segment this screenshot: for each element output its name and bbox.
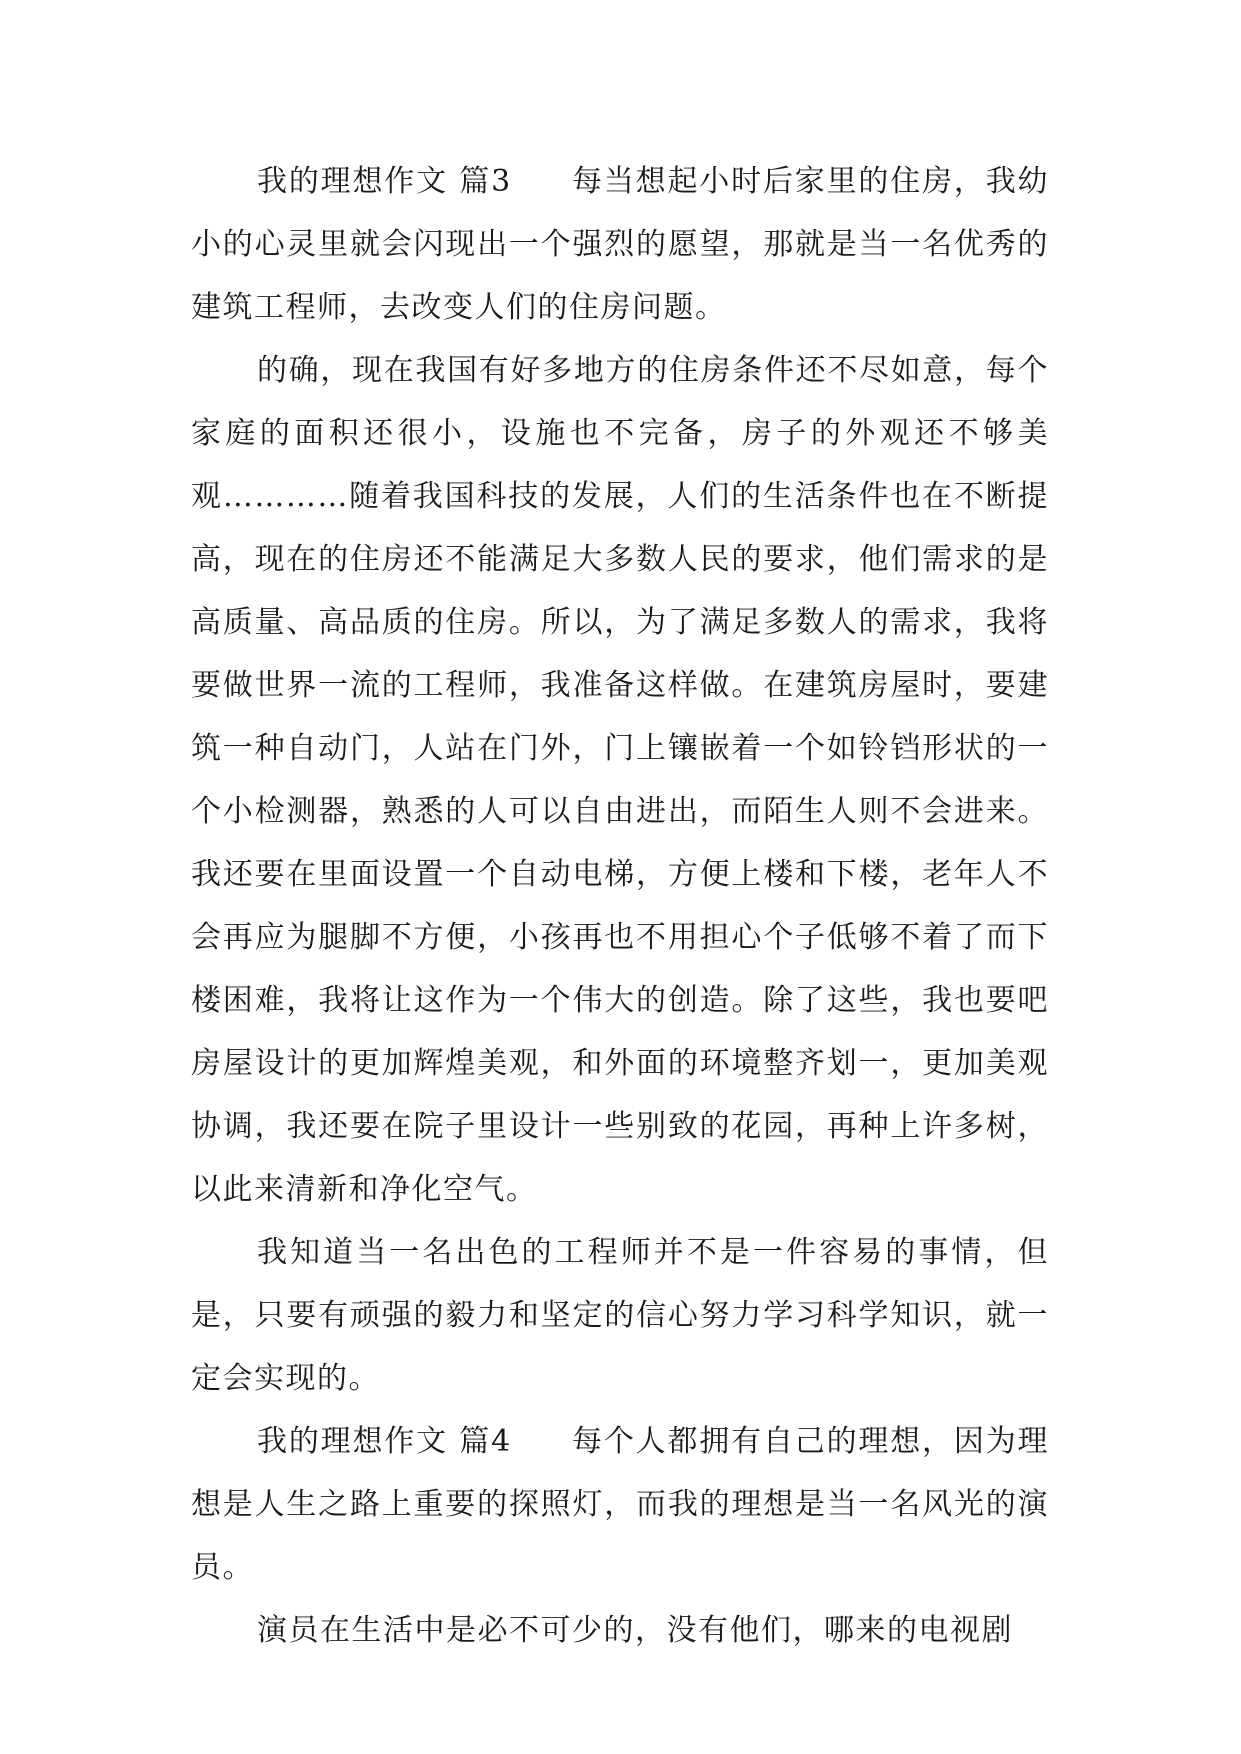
paragraph-text: 每当想起小时后家里的住房，我幼小的心灵里就会闪现出一个强烈的愿望，那就是当一名优秀的建筑工程师，去改变人们的住房问题。 xyxy=(191,164,1050,325)
paragraph-text: 我知道当一名出色的工程师并不是一件容易的事情，但是，只要有顽强的毅力和坚定的信心努力学习科学知识，就一定会实现的。 xyxy=(191,1235,1049,1396)
paragraph-text: 每个人都拥有自己的理想，因为理想是人生之路上重要的探照灯，而我的理想是当一名风光的演员。 xyxy=(191,1424,1050,1585)
essay-paragraph-4 xyxy=(191,1410,1049,1599)
essay-heading: 我的理想作文 篇4 xyxy=(257,1424,512,1459)
paragraph-text: 的确，现在我国有好多地方的住房条件还不尽如意，每个家庭的面积还很小，设施也不完备，房子的外观还不够美观…………随着我国科技的发展，人们的生活条件也在不断提高，现在的住房还不能满足大多数人民的要求，他们需求的是高质量、高品质的住房。所以，为了满足多数人的需求，我将要做世界一流的工程师，我准备这样做。在建筑房屋时，要建筑一种自动门，人站在门外，门上镶嵌着一个如铃铛形状的一个小检测器，熟悉的人可以自由进出，而陌生人则不会进来。我还要在里面设置一个自动电梯，方便上楼和下楼，老年人不会再应为腿脚不方便，小孩再也不用担心个子低够不着了而下楼困难，我将让这作为一个伟大的创造。除了这些，我也要吧房屋设计的更加辉煌美观，和外面的环境整齐划一，更加美观协调，我还要在院子里设计一些别致的花园，再种上许多树，以此来清新和净化空气。 xyxy=(191,353,1049,1207)
essay-paragraph-1 xyxy=(191,150,1049,339)
essay-heading: 我的理想作文 篇3 xyxy=(257,164,512,199)
essay-paragraph-2 xyxy=(191,339,1049,1221)
document-page xyxy=(191,150,1049,1662)
essay-paragraph-3 xyxy=(191,1221,1049,1410)
paragraph-text: 演员在生活中是必不可少的，没有他们，哪来的电视剧 xyxy=(257,1613,1013,1648)
essay-paragraph-5 xyxy=(191,1599,1049,1662)
